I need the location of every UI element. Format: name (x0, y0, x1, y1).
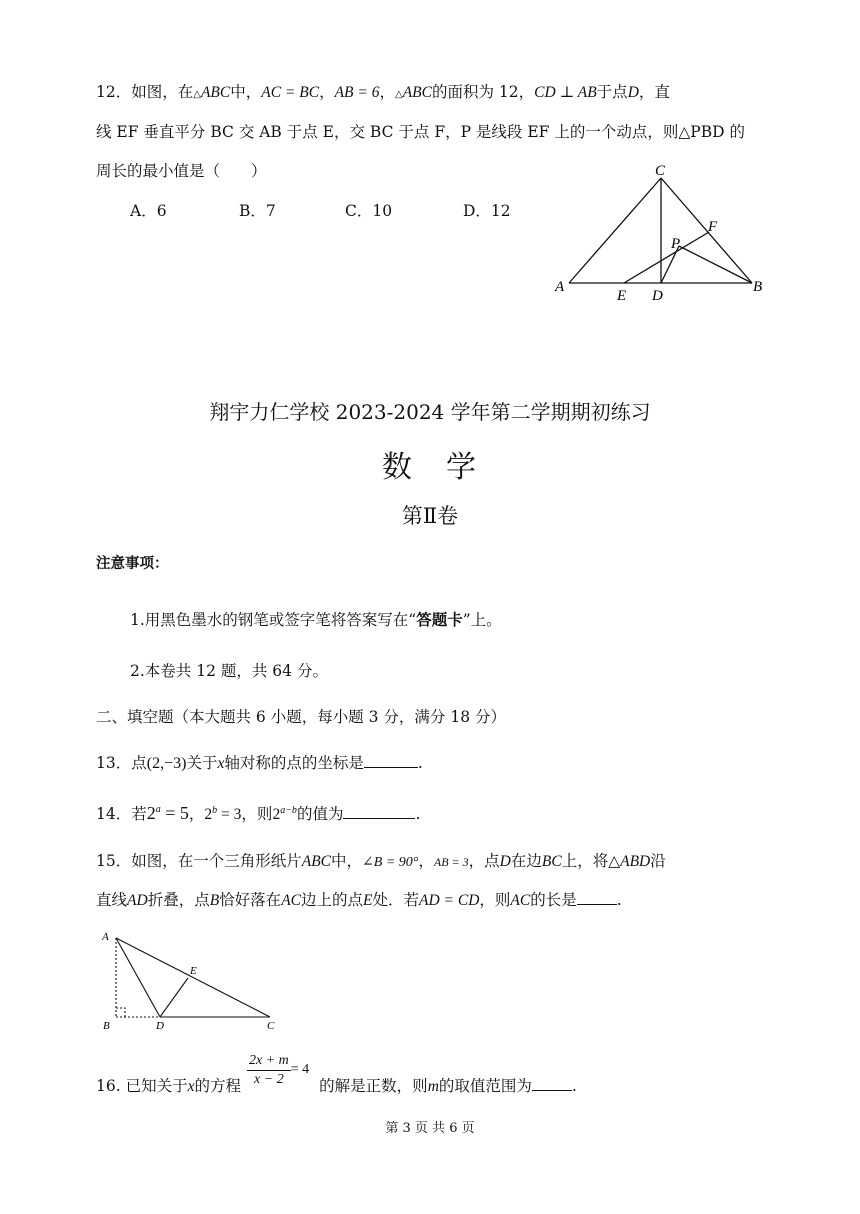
q12-choice-c: C．10 (345, 202, 393, 220)
q15-label-c: C (267, 1020, 275, 1032)
volume-title: 第Ⅱ卷 (401, 504, 459, 528)
q15-label-e: E (190, 965, 197, 977)
q12-label-p: P (671, 236, 681, 252)
q14-line: 14．若$2^a = 5$，$2^b = 3$，则$2^{a-b}$的值为 . (96, 803, 421, 823)
q13-line: 13．点(2,−3)关于x轴对称的点的坐标是 . (96, 754, 423, 772)
q15-label-d: D (156, 1020, 164, 1032)
q12-line-ef (624, 232, 709, 283)
q12-choice-d: D．12 (463, 202, 511, 220)
q16-line: 16. 已知关于x的方程 $\frac{2x + m}{x - 2}$ = 4的解是正数，则m的取值范围为 . (96, 1052, 577, 1095)
q12-line3: 周长的最小值是（ ） (96, 162, 267, 180)
q12-choice-b: B．7 (239, 202, 276, 220)
q16-fraction: $\frac{2x + m}{x - 2}$ (248, 1052, 289, 1087)
notes-heading: 注意事项： (96, 556, 169, 572)
q15-line1: 15．如图，在一个三角形纸片ABC中，∠B = 90°，AB = 3，点D在边BC上，将△ABD沿 (96, 852, 666, 870)
q15-label-a: A (102, 931, 109, 943)
subject-title: 数 学 (382, 450, 478, 485)
q12-line2: 线 EF 垂直平分 BC 交 AB 于点 E，交 BC 于点 F，P 是线段 EF 上的一个动点，则△PBD 的 (96, 123, 745, 141)
q12-label-d: D (652, 288, 663, 304)
q12-label-f: F (708, 219, 718, 235)
school-title: 翔宇力仁学校 2023-2024 学年第二学期期初练习 (209, 400, 651, 424)
notes-item-1: 1.用黑色墨水的钢笔或签字笔将答案写在“答题卡”上。 (130, 611, 502, 629)
q12-label-e: E (617, 288, 627, 304)
q15-right-angle-mark (116, 1008, 125, 1017)
page-footer: 第 3 页 共 6 页 (385, 1121, 475, 1136)
q12-line1: 12．如图，在△ABC中，AC = BC，AB = 6，△ABC的面积为 12，CD ⊥ AB于点D，直 (96, 83, 670, 101)
q15-segment-de (160, 978, 188, 1017)
q15-line2: 直线AD折叠，点B恰好落在AC边上的点E处．若AD = CD，则AC的长是 . (96, 891, 622, 909)
q15-side-ac (116, 938, 270, 1017)
notes-item-2: 2.本卷共 12 题，共 64 分。 (130, 662, 328, 680)
q15-triangle-figure (96, 926, 296, 1036)
q12-label-b: B (753, 279, 763, 295)
section-2-heading: 二、填空题（本大题共 6 小题，每小题 3 分，满分 18 分） (96, 708, 507, 726)
q15-label-b: B (103, 1020, 110, 1032)
q12-segment-pb (679, 246, 752, 283)
q12-side-ac (569, 178, 661, 283)
q12-label-a: A (555, 279, 565, 295)
q12-choice-a: A．6 (130, 202, 167, 220)
q12-side-cb (661, 178, 752, 283)
q12-label-c: C (655, 163, 666, 179)
q12-triangle-figure (540, 160, 780, 310)
